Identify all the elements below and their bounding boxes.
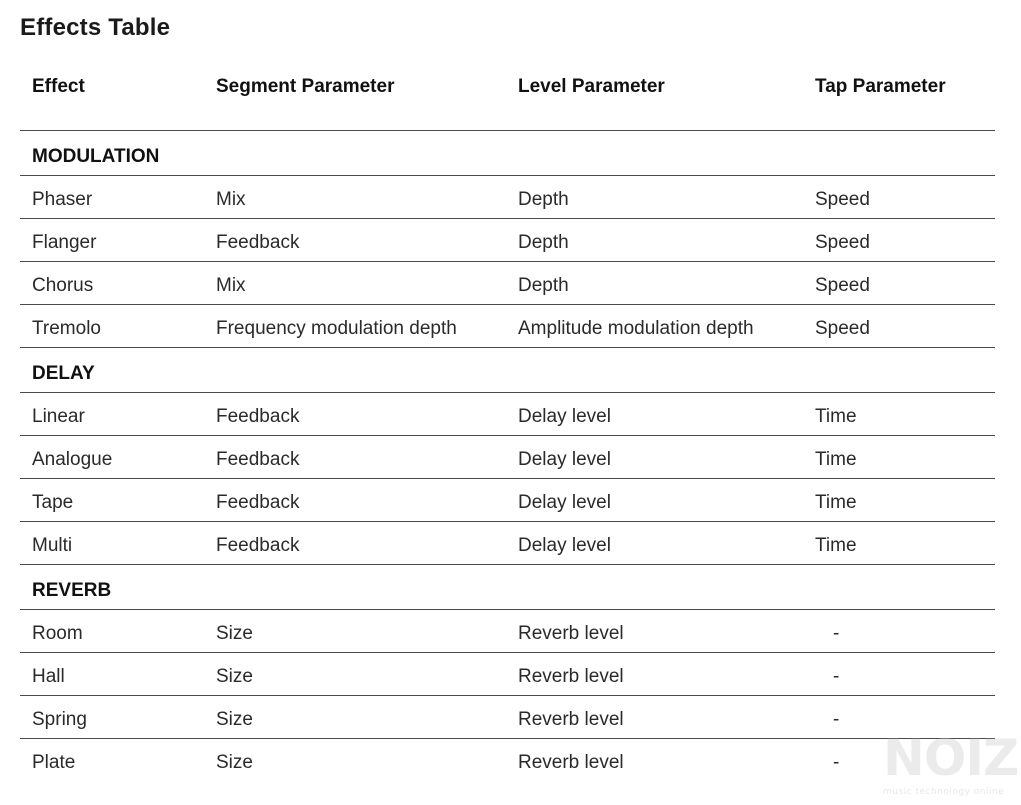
page-title: Effects Table <box>20 14 171 41</box>
column-header-segment-parameter: Segment Parameter <box>216 76 395 97</box>
segment-parameter-cell: Mix <box>216 189 246 210</box>
effects-table <box>20 60 995 782</box>
level-parameter-cell: Depth <box>518 189 569 210</box>
table-row <box>20 522 995 565</box>
effect-cell: Spring <box>32 709 87 730</box>
table-row <box>20 219 995 262</box>
level-parameter-cell: Delay level <box>518 492 611 513</box>
column-header-effect: Effect <box>32 76 85 97</box>
segment-parameter-cell: Feedback <box>216 492 300 513</box>
level-parameter-cell: Amplitude modulation depth <box>518 318 754 339</box>
level-parameter-cell: Depth <box>518 232 569 253</box>
segment-parameter-cell: Size <box>216 752 253 773</box>
tap-parameter-cell: - <box>833 752 840 773</box>
level-parameter-cell: Reverb level <box>518 752 624 773</box>
level-parameter-cell: Delay level <box>518 535 611 556</box>
level-parameter-cell: Delay level <box>518 406 611 427</box>
tap-parameter-cell: Time <box>815 492 857 513</box>
table-row <box>20 479 995 522</box>
table-row <box>20 436 995 479</box>
column-header-tap-parameter: Tap Parameter <box>815 76 946 97</box>
effect-cell: Chorus <box>32 275 94 296</box>
effect-cell: Linear <box>32 406 85 427</box>
table-row <box>20 393 995 436</box>
level-parameter-cell: Reverb level <box>518 666 624 687</box>
effect-cell: Room <box>32 623 83 644</box>
level-parameter-cell: Reverb level <box>518 623 624 644</box>
level-parameter-cell: Depth <box>518 275 569 296</box>
segment-parameter-cell: Size <box>216 666 253 687</box>
section-header-reverb <box>20 565 995 610</box>
table-row <box>20 653 995 696</box>
effect-cell: Phaser <box>32 189 93 210</box>
table-row <box>20 305 995 348</box>
tap-parameter-cell: Speed <box>815 275 870 296</box>
tap-parameter-cell: - <box>833 666 840 687</box>
table-header-row <box>20 60 995 131</box>
level-parameter-cell: Reverb level <box>518 709 624 730</box>
tap-parameter-cell: - <box>833 623 840 644</box>
effect-cell: Tape <box>32 492 74 513</box>
segment-parameter-cell: Size <box>216 623 253 644</box>
tap-parameter-cell: Speed <box>815 318 870 339</box>
tap-parameter-cell: Speed <box>815 232 870 253</box>
effect-cell: Plate <box>32 752 76 773</box>
table-row <box>20 262 995 305</box>
section-header-delay <box>20 348 995 393</box>
effect-cell: Hall <box>32 666 65 687</box>
tap-parameter-cell: Time <box>815 406 857 427</box>
tap-parameter-cell: - <box>833 709 840 730</box>
effect-cell: Analogue <box>32 449 113 470</box>
section-header-modulation <box>20 131 995 176</box>
table-row <box>20 176 995 219</box>
section-title: REVERB <box>32 580 112 601</box>
effect-cell: Flanger <box>32 232 97 253</box>
table-row <box>20 610 995 653</box>
segment-parameter-cell: Size <box>216 709 253 730</box>
segment-parameter-cell: Feedback <box>216 406 300 427</box>
segment-parameter-cell: Mix <box>216 275 246 296</box>
tap-parameter-cell: Speed <box>815 189 870 210</box>
effect-cell: Tremolo <box>32 318 101 339</box>
section-title: DELAY <box>32 363 95 384</box>
section-title: MODULATION <box>32 146 160 167</box>
segment-parameter-cell: Feedback <box>216 232 300 253</box>
tap-parameter-cell: Time <box>815 449 857 470</box>
table-row <box>20 739 995 782</box>
segment-parameter-cell: Feedback <box>216 449 300 470</box>
column-header-level-parameter: Level Parameter <box>518 76 665 97</box>
segment-parameter-cell: Frequency modulation depth <box>216 318 457 339</box>
noiz-watermark-logo: NOIZ music technology online <box>883 729 1019 797</box>
table-body <box>20 131 995 782</box>
table-row <box>20 696 995 739</box>
effect-cell: Multi <box>32 535 73 556</box>
segment-parameter-cell: Feedback <box>216 535 300 556</box>
tap-parameter-cell: Time <box>815 535 857 556</box>
level-parameter-cell: Delay level <box>518 449 611 470</box>
